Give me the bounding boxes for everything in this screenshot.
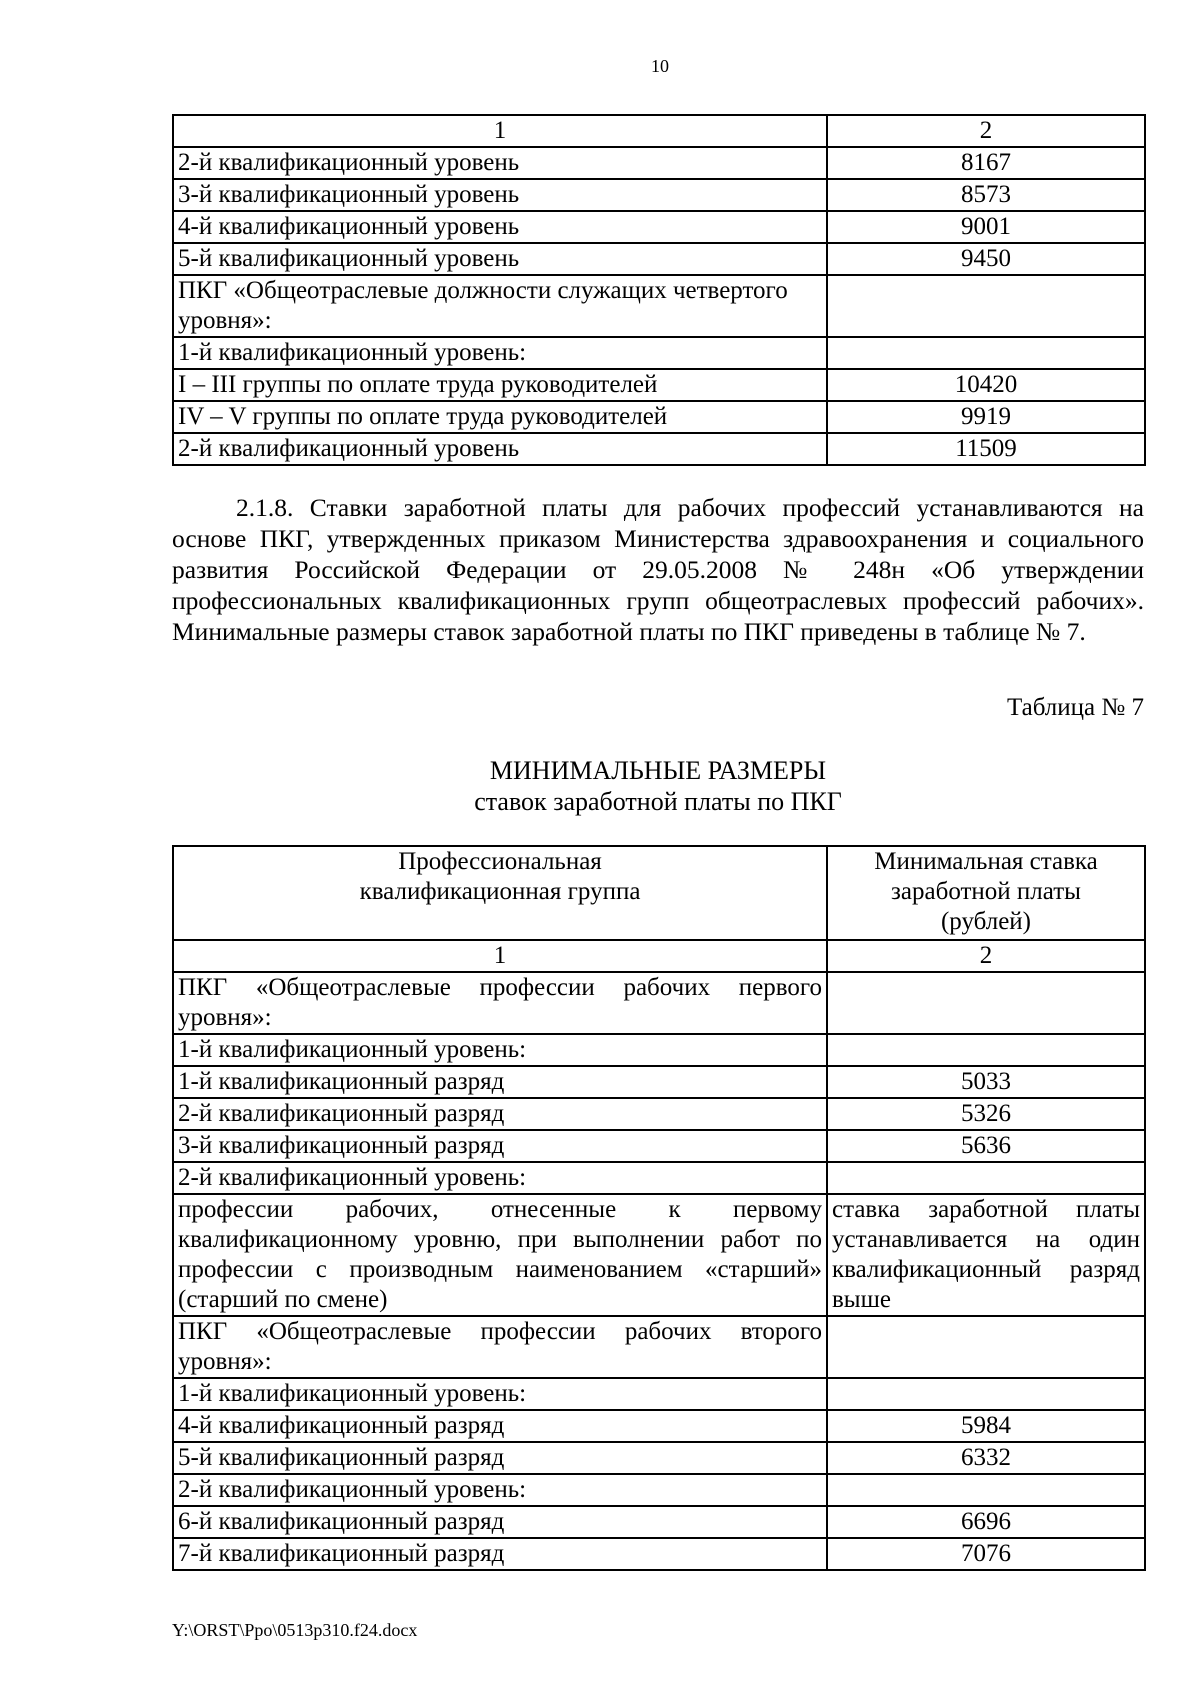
table-row [173, 1316, 1145, 1378]
table-row [173, 179, 1145, 211]
group-cell: 2-й квалификационный уровень: [173, 1162, 827, 1194]
table-row [173, 1538, 1145, 1570]
column-header-salary: Минимальная ставка заработной платы (рублей) [827, 846, 1145, 940]
salary-cell [827, 337, 1145, 369]
salary-cell: 8167 [827, 147, 1145, 179]
column-number: 2 [827, 940, 1145, 972]
table-row [173, 1506, 1145, 1538]
table-row [173, 337, 1145, 369]
table-row [173, 1162, 1145, 1194]
column-number-row [173, 940, 1145, 972]
table-row [173, 433, 1145, 465]
group-cell: 2-й квалификационный разряд [173, 1098, 827, 1130]
table-label: Таблица № 7 [1006, 694, 1144, 721]
group-cell: 5-й квалификационный разряд [173, 1442, 827, 1474]
group-cell: 2-й квалификационный уровень: [173, 1474, 827, 1506]
group-cell: 4-й квалификационный уровень [173, 211, 827, 243]
table-row [173, 1442, 1145, 1474]
table-row [173, 1066, 1145, 1098]
group-cell: I – III группы по оплате труда руководителей [173, 369, 827, 401]
table-row [173, 1098, 1145, 1130]
salary-cell [827, 1034, 1145, 1066]
table-title-line2: ставок заработной платы по ПКГ [474, 787, 842, 816]
salary-cell [827, 1162, 1145, 1194]
group-cell: 1-й квалификационный уровень: [173, 1034, 827, 1066]
table-row [173, 1034, 1145, 1066]
salary-cell: 5636 [827, 1130, 1145, 1162]
table-row [173, 401, 1145, 433]
salary-cell [827, 1378, 1145, 1410]
table-row [173, 1194, 1145, 1316]
file-path-footer: Y:\ORST\Ppo\0513p310.f24.docx [172, 1620, 418, 1640]
table-title-line1: МИНИМАЛЬНЫЕ РАЗМЕРЫ [489, 756, 827, 785]
group-cell: 4-й квалификационный разряд [173, 1410, 827, 1442]
salary-cell [827, 1316, 1145, 1378]
salary-cell: 9450 [827, 243, 1145, 275]
table-row [173, 275, 1145, 337]
salary-cell: 8573 [827, 179, 1145, 211]
table-row [173, 1130, 1145, 1162]
group-cell: ПКГ «Общеотраслевые профессии рабочих второго уровня»: [173, 1316, 827, 1378]
table-header-row [173, 846, 1145, 940]
salary-cell [827, 972, 1145, 1034]
table-row [173, 1410, 1145, 1442]
table-row [173, 243, 1145, 275]
salary-cell: 9001 [827, 211, 1145, 243]
table-header-row [173, 115, 1145, 147]
salary-cell: 5033 [827, 1066, 1145, 1098]
table-row [173, 1474, 1145, 1506]
group-cell: 5-й квалификационный уровень [173, 243, 827, 275]
group-cell: 3-й квалификационный уровень [173, 179, 827, 211]
salary-cell: 11509 [827, 433, 1145, 465]
group-cell: IV – V группы по оплате труда руководителей [173, 401, 827, 433]
group-cell: 7-й квалификационный разряд [173, 1538, 827, 1570]
group-cell: ПКГ «Общеотраслевые должности служащих четвертого уровня»: [173, 275, 827, 337]
group-cell: 1-й квалификационный уровень: [173, 337, 827, 369]
table-row [173, 147, 1145, 179]
table-row [173, 211, 1145, 243]
table-row [173, 1378, 1145, 1410]
salary-cell: 7076 [827, 1538, 1145, 1570]
salary-cell: 5326 [827, 1098, 1145, 1130]
page-number: 10 [651, 56, 669, 76]
salary-cell: 9919 [827, 401, 1145, 433]
salary-cell: ставка заработной платы устанавливается на один квалификационный разряд выше [827, 1194, 1145, 1316]
salary-cell: 6332 [827, 1442, 1145, 1474]
column-number: 1 [173, 940, 827, 972]
group-cell: ПКГ «Общеотраслевые профессии рабочих первого уровня»: [173, 972, 827, 1034]
table-row [173, 972, 1145, 1034]
salary-cell [827, 275, 1145, 337]
group-cell: 3-й квалификационный разряд [173, 1130, 827, 1162]
salary-table-continued [172, 114, 1146, 466]
column-number: 2 [827, 115, 1145, 147]
salary-cell [827, 1474, 1145, 1506]
salary-cell: 6696 [827, 1506, 1145, 1538]
group-cell: 1-й квалификационный разряд [173, 1066, 827, 1098]
salary-cell: 10420 [827, 369, 1145, 401]
column-number: 1 [173, 115, 827, 147]
salary-table-7 [172, 845, 1146, 1571]
table-title [172, 755, 1144, 817]
group-cell: 1-й квалификационный уровень: [173, 1378, 827, 1410]
group-cell: 2-й квалификационный уровень [173, 147, 827, 179]
salary-cell: 5984 [827, 1410, 1145, 1442]
group-cell: 6-й квалификационный разряд [173, 1506, 827, 1538]
table-row [173, 369, 1145, 401]
body-paragraph: 2.1.8. Ставки заработной платы для рабочих профессий устанавливаются на основе ПКГ, утвержденных приказом Министерства здравоохранения и социального развития Российской Федерации от 29.05.2008 № 248н «Об утверждении профессиональных квалификационных групп общеотраслевых профессий рабочих». Минимальные размеры ставок заработной платы по ПКГ приведены в таблице № 7. [172, 493, 1144, 646]
column-header-group: Профессиональная квалификационная группа [173, 846, 827, 940]
group-cell: профессии рабочих, отнесенные к первому квалификационному уровню, при выполнении работ по профессии с производным наименованием «старший» (старший по смене) [173, 1194, 827, 1316]
group-cell: 2-й квалификационный уровень [173, 433, 827, 465]
